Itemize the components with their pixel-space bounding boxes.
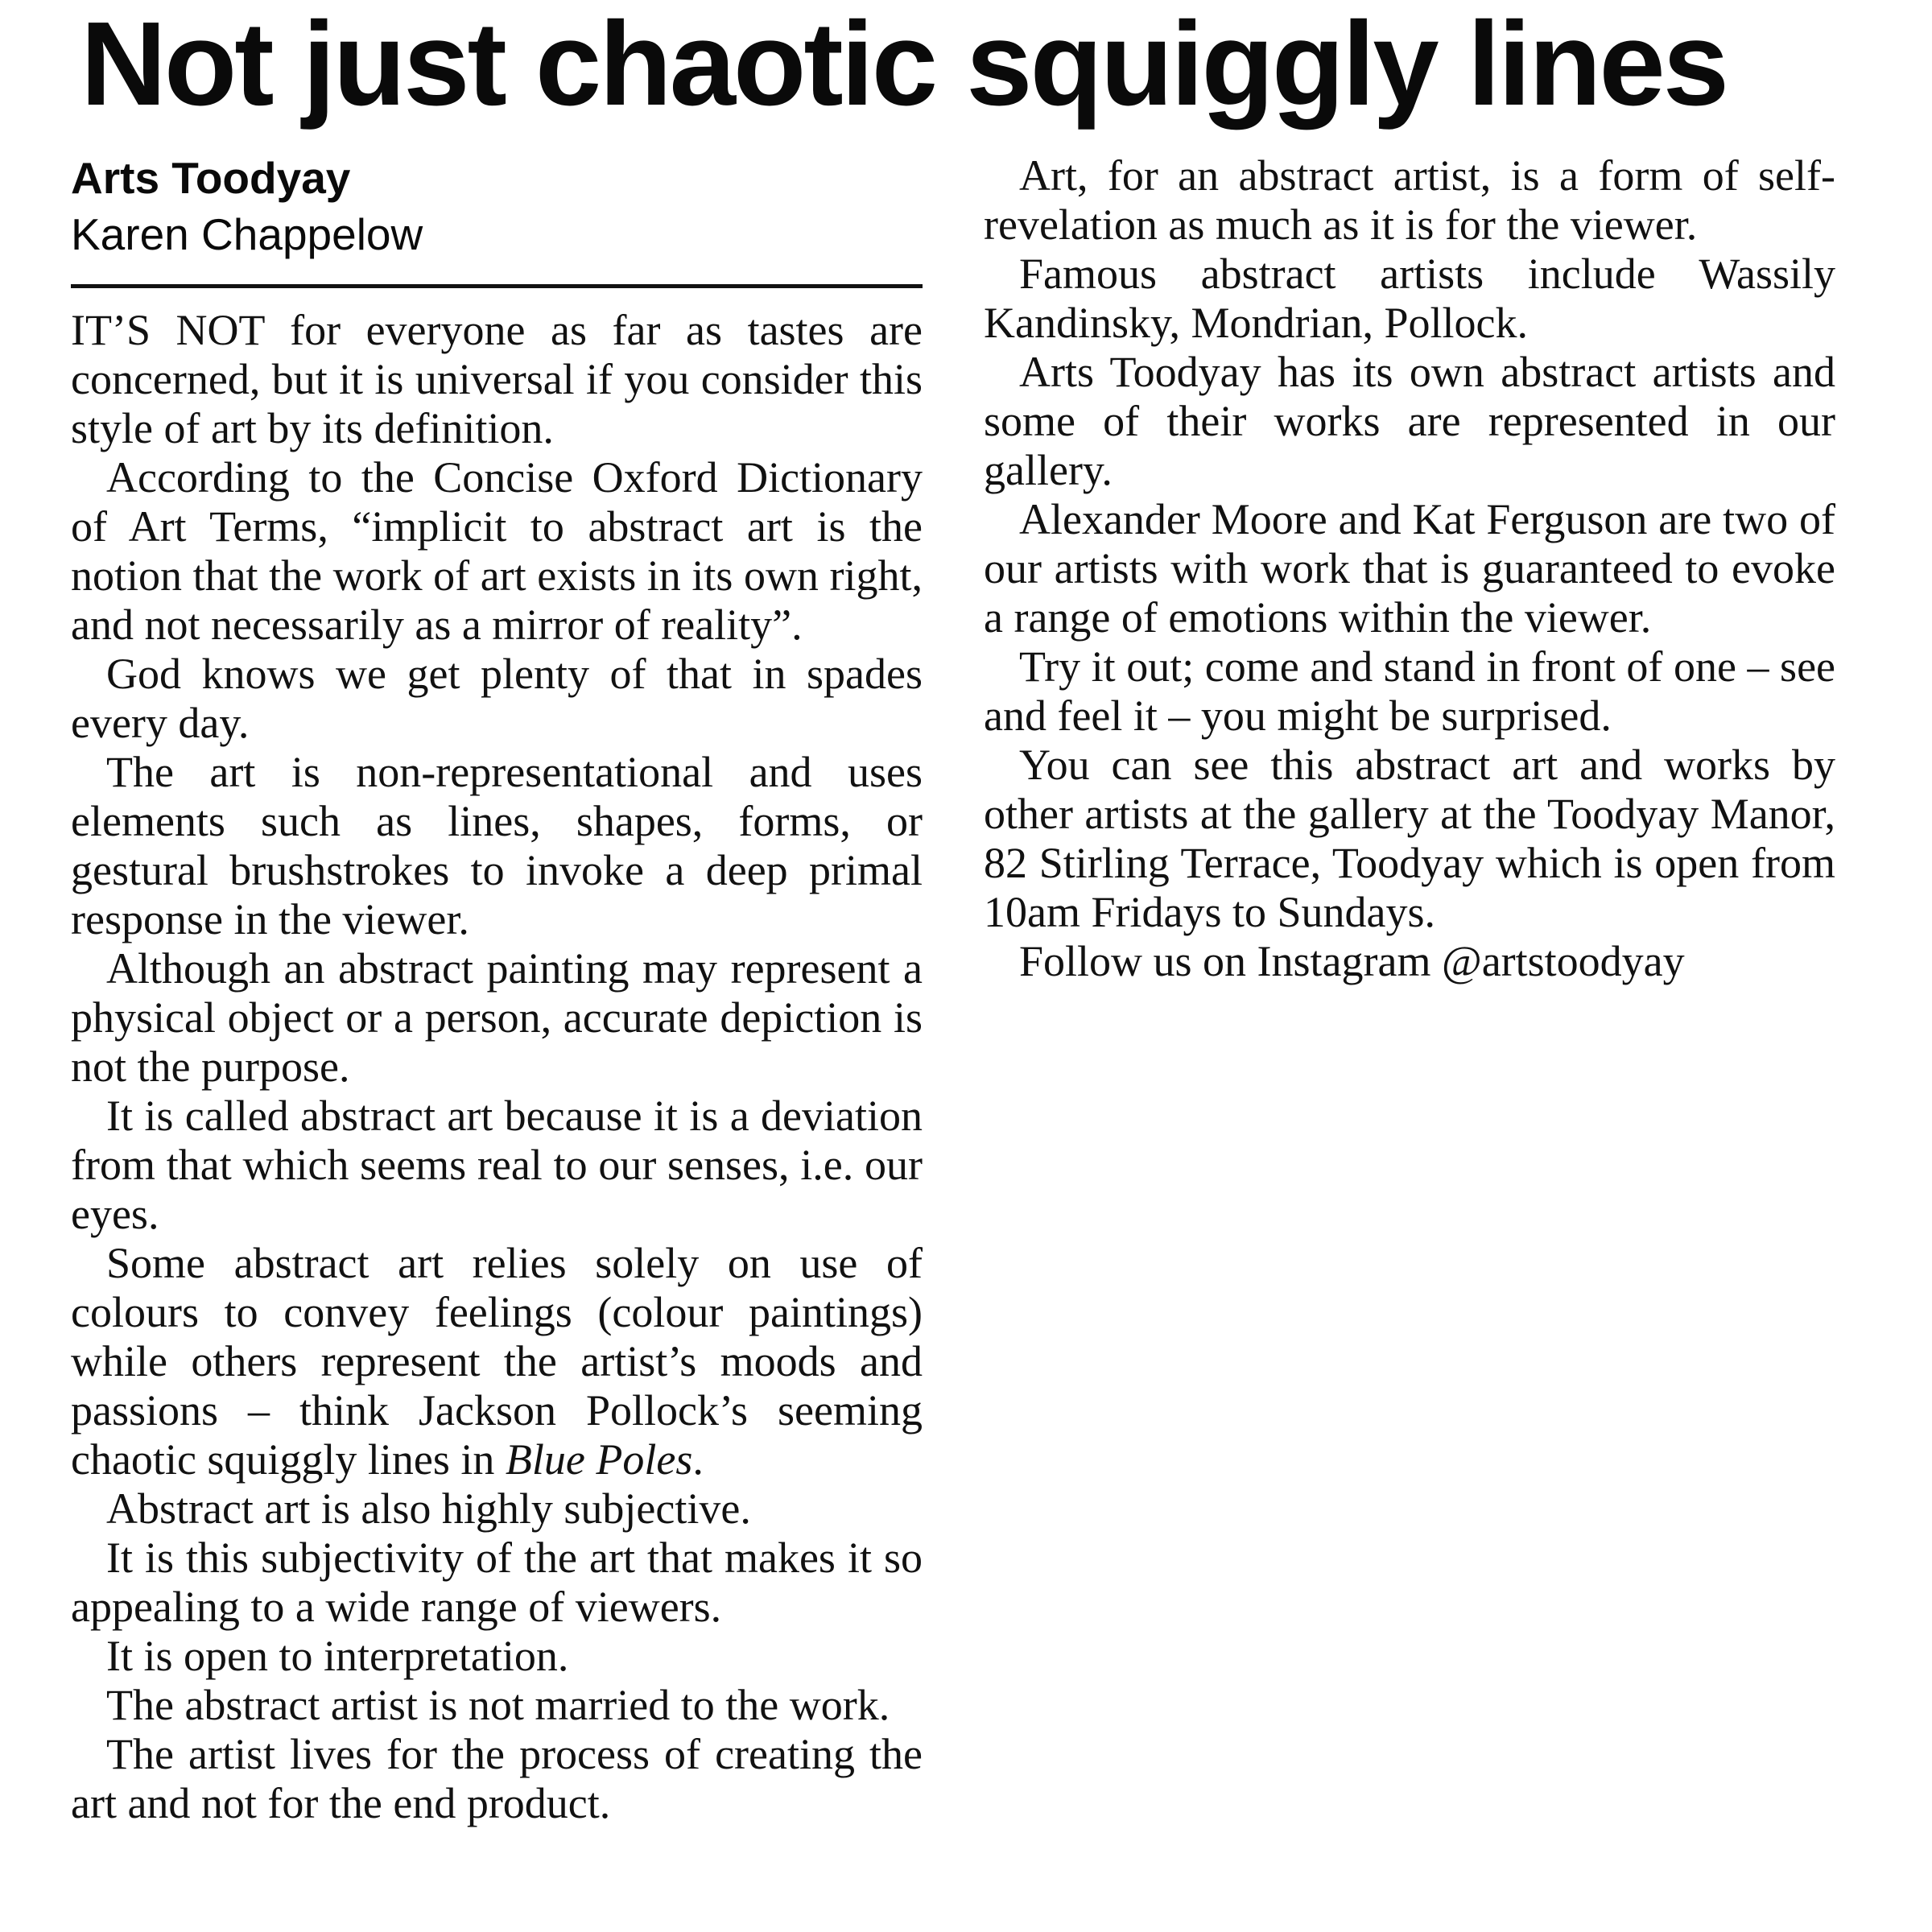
byline-divider: [71, 284, 923, 288]
paragraph: Arts Toodyay has its own abstract artists and some of their works are represented in our gallery.: [984, 348, 1835, 494]
section-name: Arts Toodyay: [71, 153, 351, 203]
paragraph: It is open to interpretation.: [106, 1632, 569, 1680]
painting-title: Blue Poles: [505, 1435, 693, 1484]
article-column-right: [984, 151, 1835, 986]
paragraph: Alexander Moore and Kat Ferguson are two of our artists with work that is guaranteed to evoke a range of emotions within the viewer.: [984, 495, 1835, 642]
byline: [71, 150, 923, 262]
paragraph: The art is non-representational and uses elements such as lines, shapes, forms, or gestural brushstrokes to invoke a deep primal response in the viewer.: [71, 748, 923, 943]
paragraph: Famous abstract artists include Wassily Kandinsky, Mondrian, Pollock.: [984, 250, 1835, 347]
paragraph: You can see this abstract art and works by other artists at the gallery at the Toodyay Manor, 82 Stirling Terrace, Toodyay which is open from 10am Fridays to Sundays.: [984, 741, 1835, 936]
paragraph-pollock: [71, 1239, 923, 1484]
paragraph: God knows we get plenty of that in spades every day.: [71, 650, 923, 747]
author-name: Karen Chappelow: [71, 209, 423, 259]
paragraph: Art, for an abstract artist, is a form of self-revelation as much as it is for the viewer.: [984, 151, 1835, 249]
paragraph: It is called abstract art because it is a deviation from that which seems real to our senses, i.e. our eyes.: [71, 1092, 923, 1238]
paragraph: The abstract artist is not married to the work.: [106, 1681, 890, 1729]
paragraph: It is this subjectivity of the art that makes it so appealing to a wide range of viewers.: [71, 1534, 923, 1631]
headline: Not just chaotic squiggly lines: [80, 0, 1728, 130]
paragraph: Try it out; come and stand in front of one – see and feel it – you might be surprised.: [984, 642, 1835, 740]
paragraph: IT’S NOT for everyone as far as tastes are concerned, but it is universal if you consider this style of art by its definition.: [71, 306, 923, 452]
instagram-handle: Follow us on Instagram @artstoodyay: [1019, 937, 1685, 985]
paragraph: According to the Concise Oxford Dictionary of Art Terms, “implicit to abstract art is the notion that the work of art exists in its own right, and not necessarily as a mirror of reality”.: [71, 453, 923, 649]
paragraph-text: Some abstract art relies solely on use of colours to convey feelings (colour paintings) while others represent the artist’s moods and passions – think Jackson Pollock’s seeming chaotic squiggly lines in: [71, 1239, 923, 1484]
paragraph: The artist lives for the process of creating the art and not for the end product.: [71, 1730, 923, 1827]
paragraph: Abstract art is also highly subjective.: [106, 1484, 751, 1533]
article-column-left: [71, 306, 923, 1828]
paragraph-text: .: [692, 1435, 704, 1484]
paragraph: Although an abstract painting may represent a physical object or a person, accurate depiction is not the purpose.: [71, 944, 923, 1091]
